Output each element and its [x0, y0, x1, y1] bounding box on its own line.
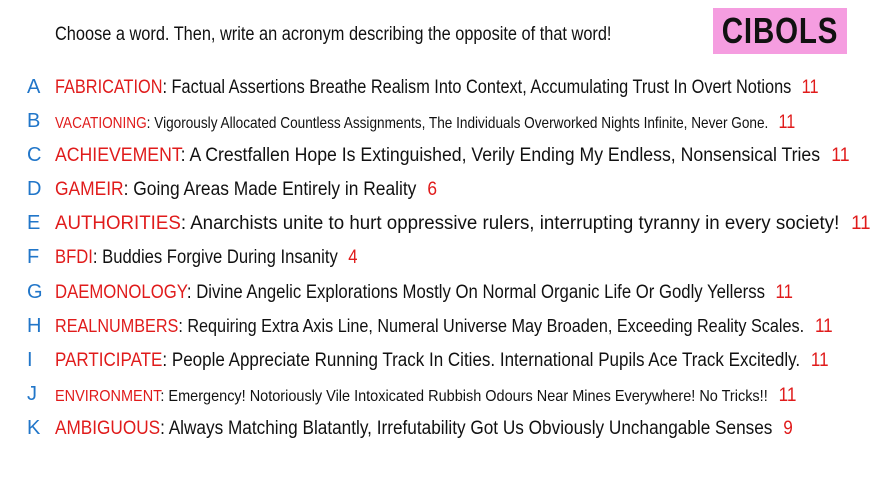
entry-word: AMBIGUOUS: [55, 418, 161, 439]
entry-acronym: Vigorously Allocated Countless Assignments, The Individuals Overworked Nights Infinite, Never Gone.: [154, 115, 769, 132]
cibols-badge: [713, 8, 847, 54]
entry-line: PARTICIPATE: People Appreciate Running Track In Cities. International Pupils Ace Track Excitedly. 11: [55, 350, 829, 371]
entry-word: BFDI: [55, 247, 93, 268]
entry-acronym: Factual Assertions Breathe Realism Into Context, Accumulating Trust In Overt Notions: [171, 77, 792, 98]
entry-word: AUTHORITIES: [55, 213, 181, 234]
entry-letter: K: [27, 417, 41, 439]
entry-letter: D: [27, 178, 42, 200]
entry-acronym: Emergency! Notoriously Vile Intoxicated Rubbish Odours Near Mines Everywhere! No Tricks!!: [168, 388, 768, 405]
entry-i: [0, 345, 853, 375]
entry-letter: A: [27, 76, 41, 98]
entry-word: ENVIRONMENT: [55, 388, 161, 405]
entry-acronym: Requiring Extra Axis Line, Numeral Universe May Broaden, Exceeding Reality Scales.: [187, 316, 805, 336]
entry-c: [0, 140, 853, 170]
entry-word: FABRICATION: [55, 77, 163, 98]
entry-acronym: Going Areas Made Entirely in Reality: [133, 179, 417, 200]
entry-e: [0, 208, 871, 238]
entry-line: GAMEIR: Going Areas Made Entirely in Reality 6: [55, 179, 438, 200]
entry-line: VACATIONING: Vigorously Allocated Countless Assignments, The Individuals Overworked Nights Infinite, Never Gone. 11: [55, 112, 796, 133]
entry-acronym: Divine Angelic Explorations Mostly On Normal Organic Life Or Godly Yellerss: [196, 282, 765, 303]
entry-acronym: People Appreciate Running Track In Cities. International Pupils Ace Track Excitedly.: [171, 350, 801, 371]
entry-word: REALNUMBERS: [55, 316, 179, 336]
entry-line: ACHIEVEMENT: A Crestfallen Hope Is Extinguished, Verily Ending My Endless, Nonsensical Tries 11: [55, 145, 850, 166]
entry-k: [0, 413, 853, 443]
entry-line: REALNUMBERS: Requiring Extra Axis Line, Numeral Universe May Broaden, Exceeding Reality Scales. 11: [55, 316, 833, 337]
entry-g: [0, 277, 853, 307]
entry-acronym: A Crestfallen Hope Is Extinguished, Verily Ending My Endless, Nonsensical Tries: [189, 145, 821, 166]
entry-acronym: Buddies Forgive During Insanity: [102, 247, 338, 268]
entry-letter-count: 11: [775, 282, 793, 303]
entry-acronym: Anarchists unite to hurt oppressive rulers, interrupting tyranny in every society!: [190, 213, 840, 234]
entry-letter: G: [27, 281, 43, 303]
entry-letter-count: 11: [778, 385, 797, 406]
entry-d: [0, 174, 853, 204]
entry-letter-count: 11: [801, 77, 819, 98]
entry-letter-count: 9: [783, 418, 793, 439]
entry-b: [0, 106, 853, 136]
entry-h: [0, 311, 853, 341]
entry-letter-count: 11: [851, 213, 871, 234]
entry-letter: F: [27, 246, 40, 268]
brand-label: CIBOLS: [721, 10, 839, 51]
entry-word: GAMEIR: [55, 179, 124, 200]
entry-line: BFDI: Buddies Forgive During Insanity 4: [55, 247, 358, 268]
entry-j: [0, 379, 853, 409]
entry-letter: H: [27, 315, 42, 337]
entry-letter: B: [27, 110, 41, 132]
entry-word: VACATIONING: [55, 115, 147, 132]
entry-letter-count: 11: [810, 350, 829, 371]
entry-acronym: Always Matching Blatantly, Irrefutability Got Us Obviously Unchangable Senses: [168, 418, 773, 439]
entry-line: AUTHORITIES: Anarchists unite to hurt oppressive rulers, interrupting tyranny in every society! 11: [55, 213, 871, 234]
entry-word: PARTICIPATE: [55, 350, 163, 371]
entry-word: DAEMONOLOGY: [55, 282, 187, 303]
entry-line: AMBIGUOUS: Always Matching Blatantly, Irrefutability Got Us Obviously Unchangable Senses 9: [55, 418, 793, 439]
entry-line: DAEMONOLOGY: Divine Angelic Explorations Mostly On Normal Organic Life Or Godly Yellerss 11: [55, 282, 793, 303]
entry-f: [0, 242, 853, 272]
entry-line: ENVIRONMENT: Emergency! Notoriously Vile Intoxicated Rubbish Odours Near Mines Everywhere! No Tricks!! 11: [55, 385, 797, 406]
entry-a: [0, 72, 853, 102]
entry-letter: J: [27, 383, 37, 405]
entry-letter-count: 11: [831, 145, 850, 166]
entry-word: ACHIEVEMENT: [55, 145, 181, 166]
entry-letter: E: [27, 212, 41, 234]
entry-letter-count: 4: [348, 247, 358, 268]
entry-letter: I: [27, 349, 33, 371]
entry-letter-count: 11: [778, 112, 796, 133]
entry-line: FABRICATION: Factual Assertions Breathe Realism Into Context, Accumulating Trust In Overt Notions 11: [55, 77, 819, 98]
entry-letter-count: 11: [814, 316, 833, 337]
entry-letter-count: 6: [427, 179, 438, 200]
instruction-text: Choose a word. Then, write an acronym describing the opposite of that word!: [55, 24, 612, 45]
entry-letter: C: [27, 144, 42, 166]
